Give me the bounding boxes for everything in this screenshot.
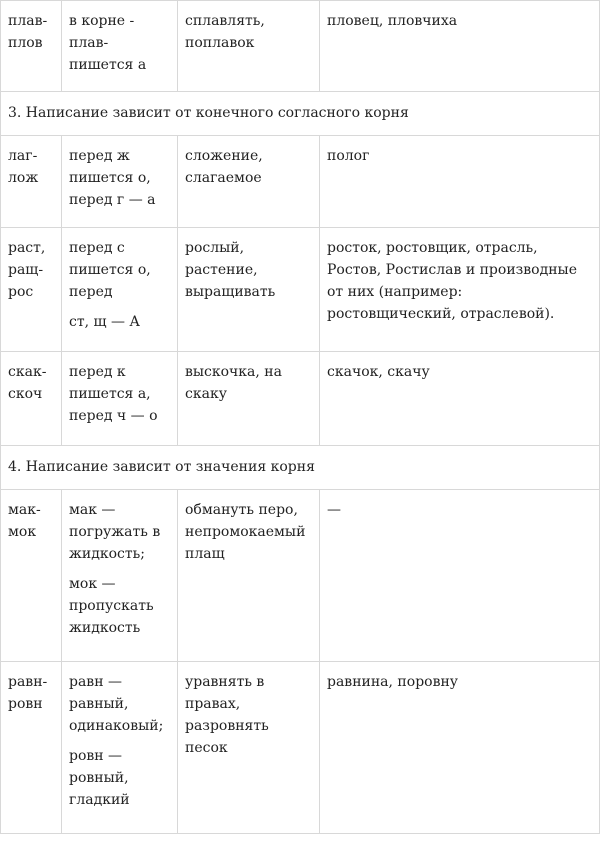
section-header-row [1, 92, 600, 136]
rule-cell: равн — равный, одинаковый; ровн — ровный, гладкий [62, 662, 178, 834]
table-row [1, 490, 600, 662]
examples-cell: рослый, растение, выращивать [178, 228, 320, 352]
rule-cell: перед к пишется а, перед ч — о [62, 352, 178, 446]
root-cell: лаг- лож [1, 136, 62, 228]
exceptions-cell: — [320, 490, 600, 662]
table-row [1, 662, 600, 834]
exceptions-cell: пловец, пловчиха [320, 1, 600, 92]
table-row [1, 352, 600, 446]
root-cell: равн- ровн [1, 662, 62, 834]
rule-cell: перед с пишется о, перед ст, щ — А [62, 228, 178, 352]
examples-cell: уравнять в правах, разровнять песок [178, 662, 320, 834]
section-3-heading: 3. Написание зависит от конечного согласного корня [1, 92, 600, 136]
section-4-heading: 4. Написание зависит от значения корня [1, 446, 600, 490]
examples-cell: обмануть перо, непромокаемый плащ [178, 490, 320, 662]
exceptions-cell: равнина, поровну [320, 662, 600, 834]
table-row [1, 228, 600, 352]
exceptions-cell: росток, ростовщик, отрасль, Ростов, Ростислав и производные от них (например: ростовщический, отраслевой). [320, 228, 600, 352]
examples-cell: выскочка, на скаку [178, 352, 320, 446]
section-header-row [1, 446, 600, 490]
rule-cell: мак — погружать в жидкость; мок — пропускать жидкость [62, 490, 178, 662]
rule-cell: перед ж пишется о, перед г — а [62, 136, 178, 228]
root-cell: плав- плов [1, 1, 62, 92]
root-cell: мак- мок [1, 490, 62, 662]
rule-cell: в корне - плав- пишется а [62, 1, 178, 92]
examples-cell: сплавлять, поплавок [178, 1, 320, 92]
root-cell: скак- скоч [1, 352, 62, 446]
table-row [1, 136, 600, 228]
root-cell: раст, ращ- рос [1, 228, 62, 352]
exceptions-cell: полог [320, 136, 600, 228]
table-row [1, 1, 600, 92]
exceptions-cell: скачок, скачу [320, 352, 600, 446]
examples-cell: сложение, слагаемое [178, 136, 320, 228]
